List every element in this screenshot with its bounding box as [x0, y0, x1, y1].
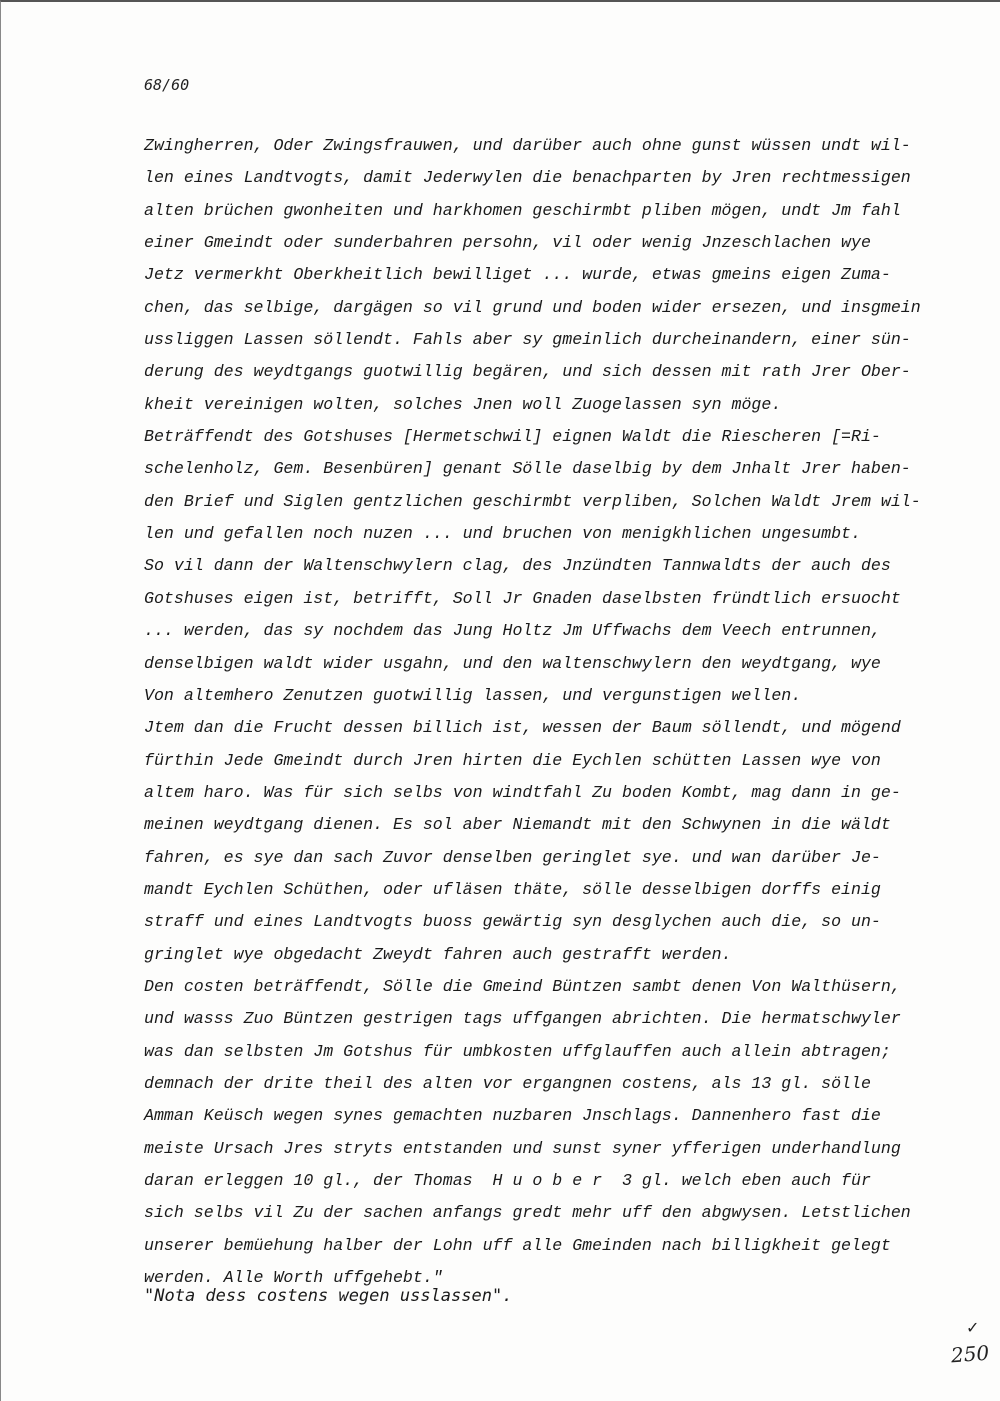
text-line: sich selbs vil Zu der sachen anfangs gredt mehr uff den abgwysen. Letstlichen — [144, 1203, 911, 1223]
text-line: alten brüchen gwonheiten und harkhomen geschirmbt pliben mögen, undt Jm fahl — [144, 200, 901, 220]
text-line: So vil dann der Waltenschwylern clag, des Jnzündten Tannwaldts der auch des — [144, 556, 891, 576]
text-line: den Brief und Siglen gentzlichen geschirmbt verpliben, Solchen Waldt Jrem wil- — [144, 491, 921, 511]
text-line: was dan selbsten Jm Gotshus für umbkosten uffglauffen auch allein abtragen; — [144, 1041, 891, 1061]
text-line: len eines Landtvogts, damit Jederwylen die benachparten by Jren rechtmessigen — [144, 168, 911, 188]
text-line: gringlet wye obgedacht Zweydt fahren auch gestrafft werden. — [144, 944, 732, 964]
text-line: demnach der drite theil des alten vor ergangnen costens, als 13 gl. sölle — [144, 1073, 871, 1093]
text-line: straff und eines Landtvogts buoss gewärtig syn desglychen auch die, so un- — [144, 912, 881, 932]
text-line: chen, das selbige, dargägen so vil grund und boden wider ersezen, und insgmein — [144, 297, 921, 317]
text-line: daran erleggen 10 gl., der Thomas H u o b e r 3 gl. welch eben auch für — [144, 1171, 871, 1190]
page-number: 68/60 — [144, 76, 190, 94]
text-line: altem haro. Was für sich selbs von windtfahl Zu boden Kombt, mag dann in ge- — [144, 782, 901, 802]
text-line: mandt Eychlen Schüthen, oder ufläsen thäte, sölle desselbigen dorffs einig — [144, 879, 881, 899]
text-line: einer Gmeindt oder sunderbahren persohn, vil oder wenig Jnzeschlachen wye — [144, 233, 871, 253]
text-line: meinen weydtgang dienen. Es sol aber Niemandt mit den Schwynen in die wäldt — [144, 815, 891, 835]
text-line: Jetz vermerkht Oberkheitlich bewilliget ... wurde, etwas gmeins eigen Zuma- — [144, 265, 891, 285]
text-line: derung des weydtgangs guotwillig begären, und sich dessen mit rath Jrer Ober- — [144, 362, 911, 382]
text-line: Amman Keüsch wegen synes gemachten nuzbaren Jnschlags. Dannenhero fast die — [144, 1106, 881, 1126]
text-line: Jtem dan die Frucht dessen billich ist, wessen der Baum söllendt, und mögend — [144, 718, 901, 738]
text-line: Den costen beträffendt, Sölle die Gmeind Büntzen sambt denen Von Walthüsern, — [144, 976, 901, 996]
text-line: ... werden, das sy nochdem das Jung Holtz Jm Uffwachs dem Veech entrunnen, — [144, 621, 881, 641]
text-line: denselbigen waldt wider usgahn, und den waltenschwylern den weydtgang, wye — [144, 653, 881, 673]
text-line: unserer bemüehung halber der Lohn uff alle Gmeinden nach billigkheit gelegt — [144, 1235, 891, 1255]
text-line: Von altemhero Zenutzen guotwillig lassen, und vergunstigen wellen. — [144, 685, 802, 705]
text-line: werden. Alle Worth uffgehebt." — [144, 1268, 443, 1288]
text-line: meiste Ursach Jres stryts entstanden und sunst syner yfferigen underhandlung — [144, 1138, 901, 1158]
text-line: und wasss Zuo Büntzen gestrigen tags uffgangen abrichten. Die hermatschwyler — [144, 1009, 901, 1029]
check-mark-icon: ✓ — [966, 1318, 980, 1337]
handwritten-note: "Nota dess costens wegen usslassen". — [144, 1286, 513, 1306]
text-line: fürthin Jede Gmeindt durch Jren hirten die Eychlen schütten Lassen wye von — [144, 750, 881, 770]
text-line: fahren, es sye dan sach Zuvor denselben geringlet sye. und wan darüber Je- — [144, 847, 881, 867]
text-line: kheit vereinigen wolten, solches Jnen woll Zuogelassen syn möge. — [144, 394, 782, 414]
text-line: Beträffendt des Gotshuses [Hermetschwil] eignen Waldt die Riescheren [=Ri- — [144, 427, 881, 447]
text-line: Gotshuses eigen ist, betrifft, Soll Jr Gnaden daselbsten fründtlich ersuocht — [144, 588, 901, 608]
body-text — [144, 130, 944, 1294]
text-line: ussliggen Lassen söllendt. Fahls aber sy gmeinlich durcheinandern, einer sün- — [144, 330, 911, 350]
text-line: Zwingherren, Oder Zwingsfrauwen, und darüber auch ohne gunst wüssen undt wil- — [144, 136, 911, 155]
text-line: schelenholz, Gem. Besenbüren] genant Sölle daselbig by dem Jnhalt Jrer haben- — [144, 459, 911, 479]
text-line: len und gefallen noch nuzen ... und bruchen von menigkhlichen ungesumbt. — [144, 524, 861, 544]
folio-number: 250 — [950, 1340, 990, 1368]
